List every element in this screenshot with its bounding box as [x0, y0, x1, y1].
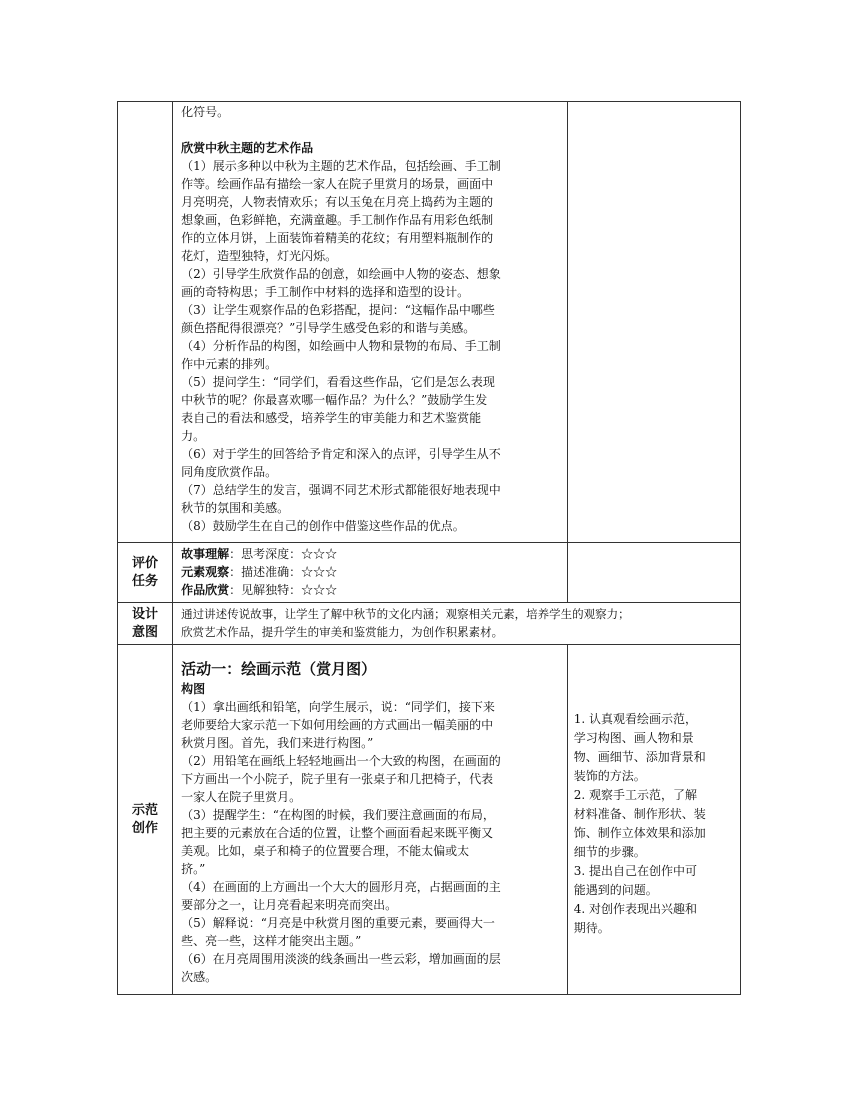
- evaluation-content-cell: [173, 543, 568, 603]
- demo-label-cell: [118, 645, 173, 995]
- text-line: （8）鼓励学生在自己的创作中借鉴这些作品的优点。: [181, 519, 465, 533]
- text-line: 花灯，造型独特，灯光闪烁。: [181, 249, 338, 263]
- text-line: 老师要给大家示范一下如何用绘画的方式画出一幅美丽的中: [181, 718, 494, 732]
- evaluation-label: 评价: [132, 555, 159, 571]
- text-line: （3）让学生观察作品的色彩搭配，提问：“这幅作品中哪些: [181, 303, 495, 317]
- text-line: 下方画出一个小院子，院子里有一张桌子和几把椅子，代表: [181, 772, 494, 786]
- appreciation-label-cell: [118, 102, 173, 543]
- text-line: 同角度欣赏作品。: [181, 465, 278, 479]
- blank-line: [181, 121, 561, 139]
- demo-label: 创作: [132, 820, 159, 836]
- student-activity-line: 物、画细节、添加背景和: [573, 750, 706, 764]
- text-line: 把主要的元素放在合适的位置，让整个画面看起来既平衡又: [181, 826, 494, 840]
- text-line: 通过讲述传说故事，让学生了解中秋节的文化内涵；观察相关元素，培养学生的观察力；: [181, 607, 630, 621]
- text-line: 一家人在院子里赏月。: [181, 790, 302, 804]
- text-line: 秋赏月图。首先，我们来进行构图。”: [181, 736, 374, 750]
- student-activity-line: 装饰的方法。: [573, 769, 646, 783]
- text-line: 想象画，色彩鲜艳，充满童趣。手工制作作品有用彩色纸制: [181, 213, 494, 227]
- evaluation-item-name: 作品欣赏: [181, 583, 230, 597]
- text-line: 月亮明亮，人物表情欢乐；有以玉兔在月亮上捣药为主题的: [181, 195, 494, 209]
- student-activity-line: 4. 对创作表现出兴趣和: [573, 902, 697, 916]
- text-line: 力。: [181, 429, 206, 443]
- student-activity-line: 期待。: [573, 921, 610, 935]
- demo-row: [118, 645, 741, 995]
- evaluation-student-cell: [567, 543, 740, 603]
- text-line: （2）引导学生欣赏作品的创意，如绘画中人物的姿态、想象: [181, 267, 501, 281]
- student-activity-line: 3. 提出自己在创作中可: [573, 864, 697, 878]
- text-line: 要部分之一，让月亮看起来明亮而突出。: [181, 898, 398, 912]
- evaluation-label: 任务: [132, 573, 159, 589]
- evaluation-item-name: 故事理解: [181, 547, 230, 561]
- section-heading: 欣赏中秋主题的艺术作品: [181, 141, 314, 155]
- design-label: 意图: [132, 624, 159, 640]
- text-line: （7）总结学生的发言，强调不同艺术形式都能很好地表现中: [181, 483, 501, 497]
- student-activity-line: 1. 认真观看绘画示范，: [573, 712, 697, 726]
- section-heading: 构图: [181, 682, 206, 696]
- evaluation-item: [181, 581, 561, 599]
- text-line: （4）分析作品的构图，如绘画中人物和景物的布局、手工制: [181, 339, 501, 353]
- student-activity-line: 学习构图、画人物和景: [573, 731, 694, 745]
- text-line: （6）对于学生的回答给予肯定和深入的点评，引导学生从不: [181, 447, 501, 461]
- text-line: 作等。绘画作品有描绘一家人在院子里赏月的场景，画面中: [181, 177, 494, 191]
- evaluation-item: [181, 545, 561, 563]
- text-line: 些、亮一些，这样才能突出主题。”: [181, 934, 362, 948]
- appreciation-content-cell: [173, 102, 568, 543]
- text-line: 作的立体月饼，上面装饰着精美的花纹；有用塑料瓶制作的: [181, 231, 494, 245]
- student-activity-line: 能遇到的问题。: [573, 883, 658, 897]
- design-label-cell: [118, 603, 173, 645]
- demo-content-cell: [173, 645, 568, 995]
- evaluation-item-text: ：思考深度：☆☆☆: [229, 547, 338, 561]
- text-line: 中秋节的呢？你最喜欢哪一幅作品？为什么？”鼓励学生发: [181, 393, 488, 407]
- text-line: 表自己的看法和感受，培养学生的审美能力和艺术鉴赏能: [181, 411, 482, 425]
- text-line: 次感。: [181, 970, 218, 984]
- evaluation-item-name: 元素观察: [181, 565, 230, 579]
- text-line: 化符号。: [181, 105, 230, 119]
- text-line: 美观。比如，桌子和椅子的位置要合理，不能太偏或太: [181, 844, 470, 858]
- text-line: 颜色搭配得很漂亮？”引导学生感受色彩的和谐与美感。: [181, 321, 476, 335]
- appreciation-row: [118, 102, 741, 543]
- lesson-plan-table: [117, 101, 741, 995]
- student-activity-line: 细节的步骤。: [573, 845, 646, 859]
- text-line: （4）在画面的上方画出一个大大的圆形月亮，占据画面的主: [181, 880, 501, 894]
- activity-title: 活动一：绘画示范（赏月图）: [181, 660, 377, 678]
- evaluation-label-cell: [118, 543, 173, 603]
- text-line: （5）提问学生：“同学们，看看这些作品，它们是怎么表现: [181, 375, 495, 389]
- design-content-cell: [173, 603, 741, 645]
- design-intent-row: [118, 603, 741, 645]
- text-line: （1）展示多种以中秋为主题的艺术作品，包括绘画、手工制: [181, 159, 501, 173]
- student-activity-line: 饰、制作立体效果和添加: [573, 826, 706, 840]
- evaluation-item: [181, 563, 561, 581]
- text-line: 欣赏艺术作品，提升学生的审美和鉴赏能力，为创作积累素材。: [181, 625, 504, 639]
- demo-label: 示范: [132, 802, 159, 818]
- design-label: 设计: [132, 606, 159, 622]
- text-line: 秋节的氛围和美感。: [181, 501, 290, 515]
- text-line: （5）解释说：“月亮是中秋赏月图的重要元素，要画得大一: [181, 916, 495, 930]
- student-activity-line: 2. 观察手工示范，了解: [573, 788, 697, 802]
- text-line: （2）用铅笔在画纸上轻轻地画出一个大致的构图，在画面的: [181, 754, 501, 768]
- text-line: 作中元素的排列。: [181, 357, 278, 371]
- evaluation-item-text: ：见解独特：☆☆☆: [229, 583, 338, 597]
- evaluation-row: [118, 543, 741, 603]
- student-activity-line: 材料准备、制作形状、装: [573, 807, 706, 821]
- evaluation-item-text: ：描述准确：☆☆☆: [229, 565, 338, 579]
- appreciation-student-cell: [567, 102, 740, 543]
- demo-student-cell: [567, 645, 740, 995]
- text-line: （1）拿出画纸和铅笔，向学生展示，说：“同学们，接下来: [181, 700, 495, 714]
- text-line: （6）在月亮周围用淡淡的线条画出一些云彩，增加画面的层: [181, 952, 501, 966]
- text-line: 挤。”: [181, 862, 206, 876]
- text-line: 画的奇特构思；手工制作中材料的选择和造型的设计。: [181, 285, 470, 299]
- text-line: （3）提醒学生：“在构图的时候，我们要注意画面的布局，: [181, 808, 495, 822]
